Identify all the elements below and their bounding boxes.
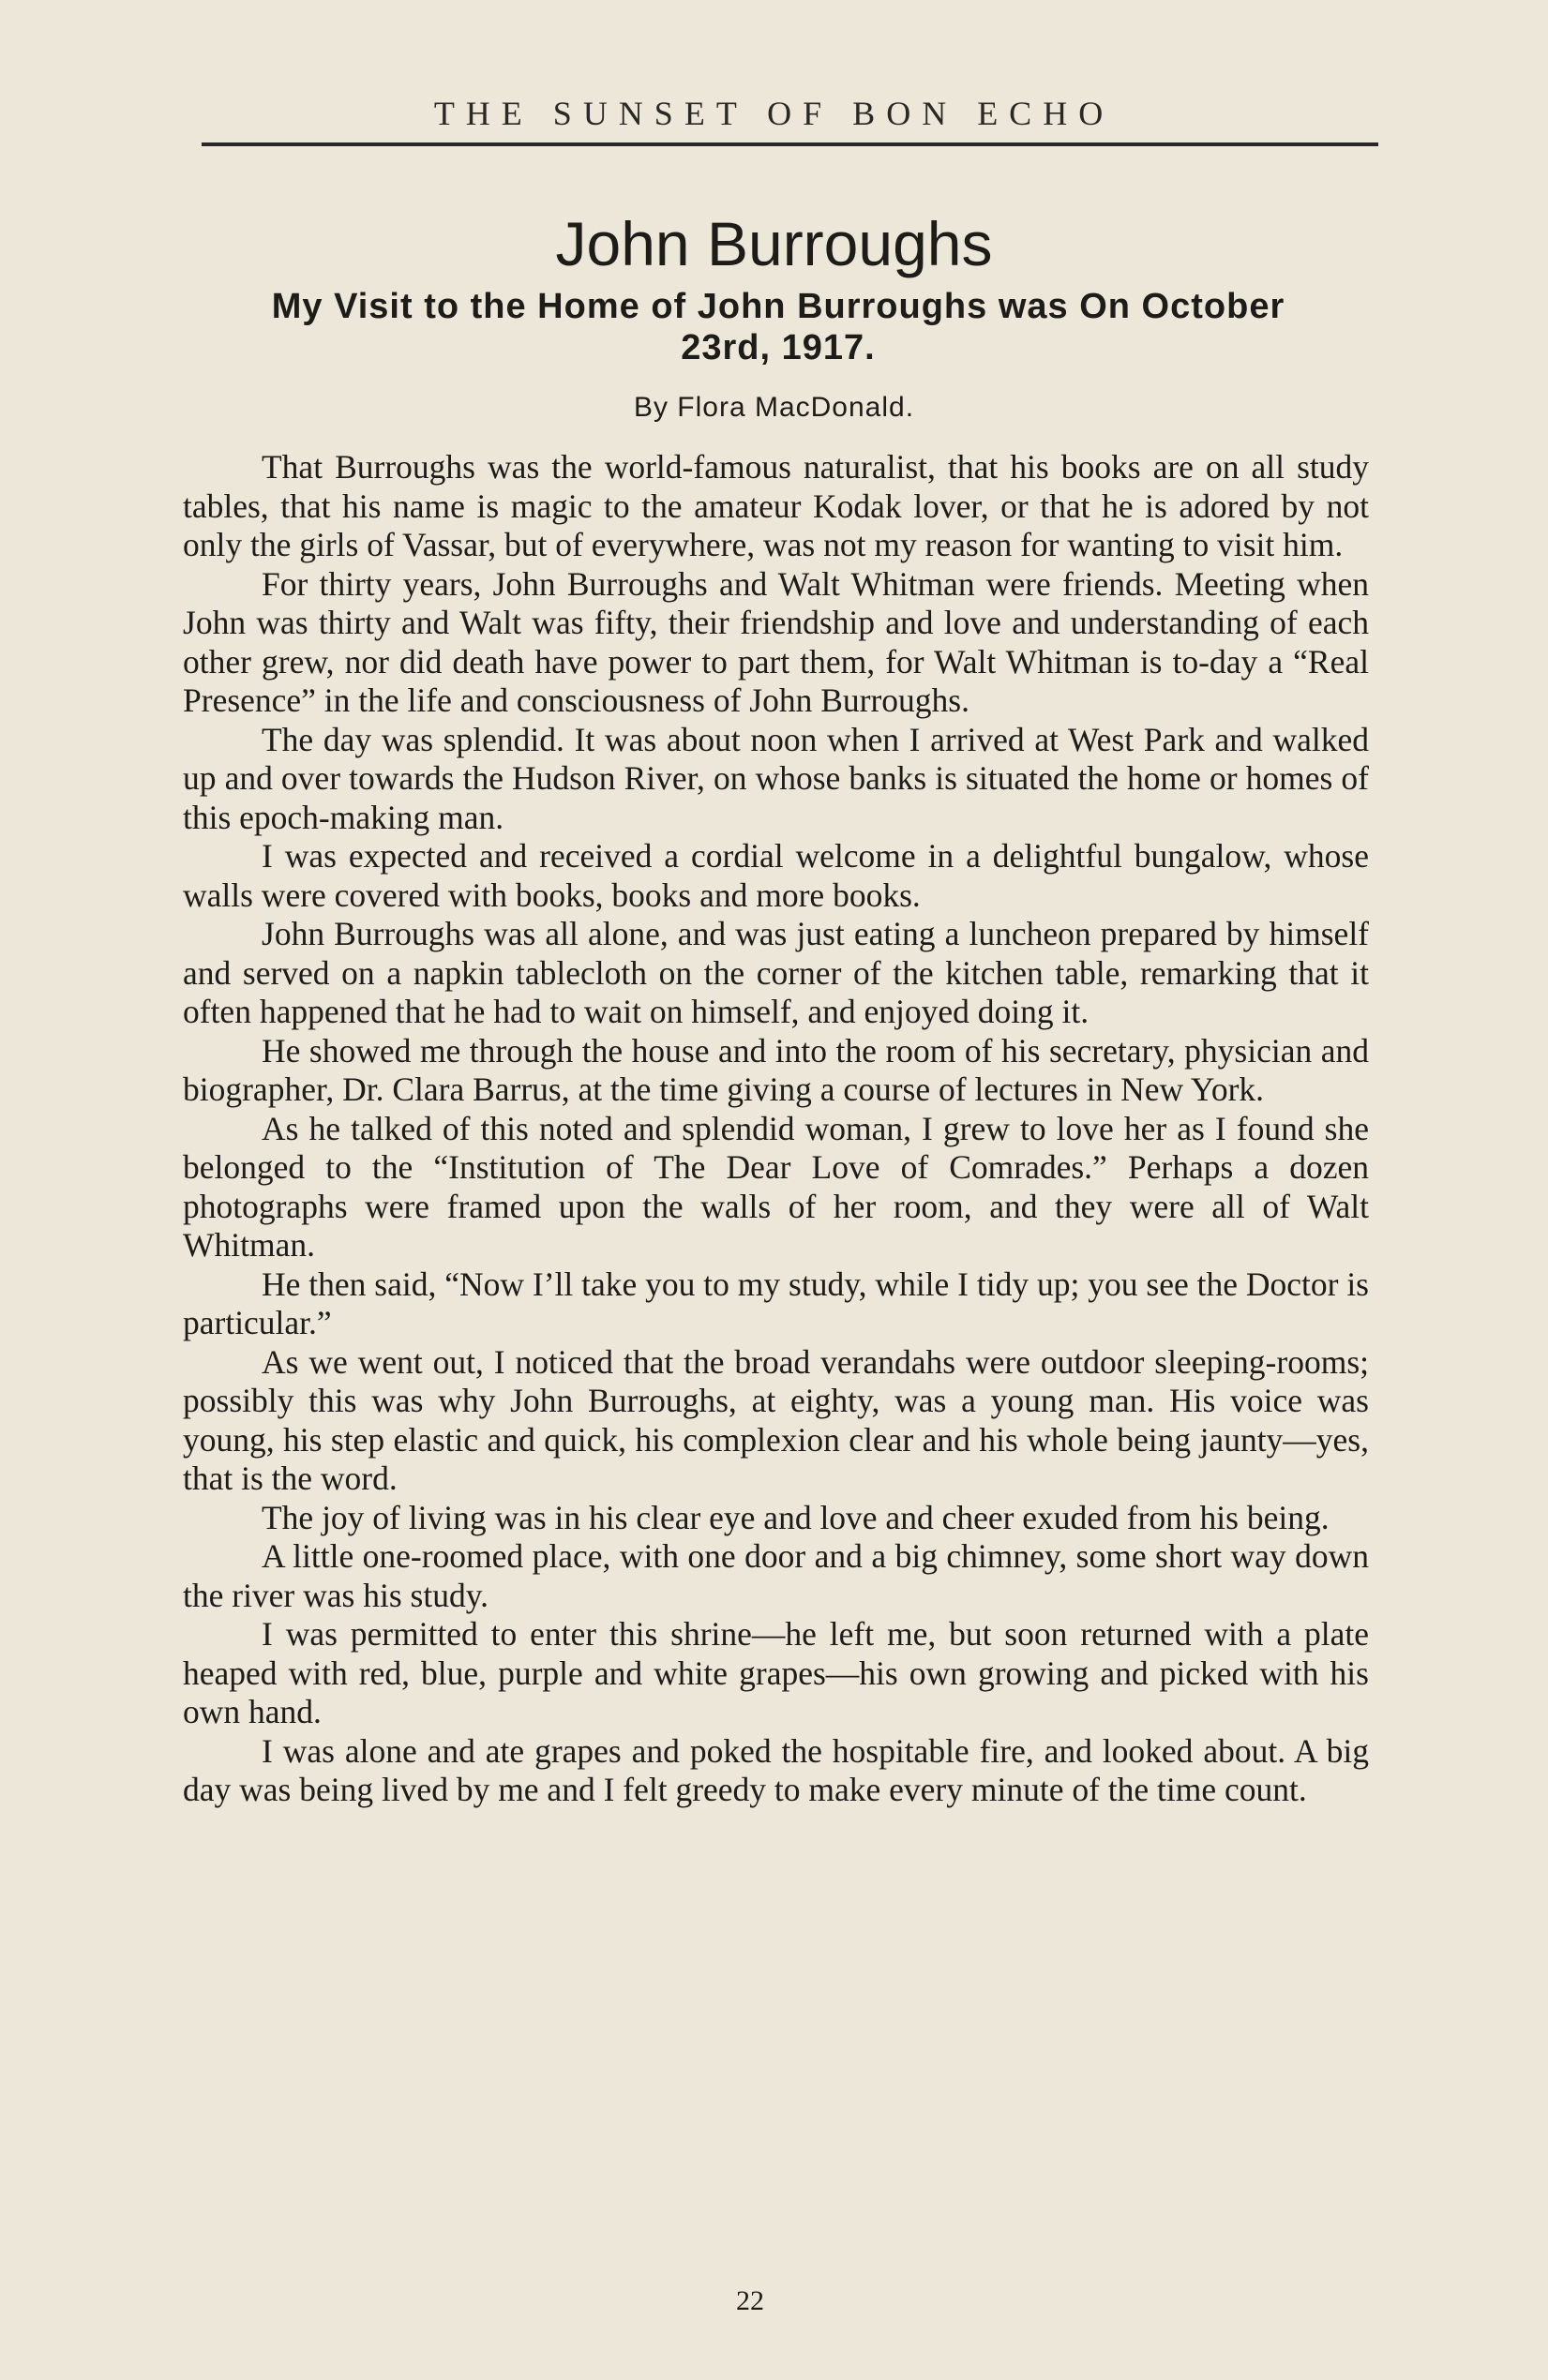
paragraph: He then said, “Now I’ll take you to my study, while I tidy up; you see the Doctor is particular.”: [183, 1265, 1369, 1341]
paragraph: I was expected and received a cordial welcome in a delightful bungalow, whose walls were covered with books, books and more books.: [183, 837, 1369, 914]
article-body: [183, 448, 1369, 1810]
paragraph: The joy of living was in his clear eye and love and cheer exuded from his being.: [262, 1498, 1330, 1536]
article-subtitle: My Visit to the Home of John Burroughs was On October 23rd, 1917.: [271, 287, 1285, 367]
paragraph: That Burroughs was the world-famous naturalist, that his books are on all study tables, that his name is magic to the amateur Kodak lover, or that he is adored by not only the girls of Vassar, but of everywhere, was not my reason for wanting to visit him.: [183, 448, 1369, 563]
running-head: THE SUNSET OF BON ECHO: [433, 95, 1115, 132]
paragraph: He showed me through the house and into the room of his secretary, physician and biographer, Dr. Clara Barrus, at the time giving a course of lectures in New York.: [183, 1031, 1369, 1108]
header-rule: [202, 142, 1378, 146]
paragraph: As we went out, I noticed that the broad verandahs were outdoor sleeping-rooms; possibly this was why John Burroughs, at eighty, was a young man. His voice was young, his step elastic and quick, his complexion clear and his whole being jaunty—yes, that is the word.: [183, 1342, 1369, 1497]
paragraph: For thirty years, John Burroughs and Walt Whitman were friends. Meeting when John was thirty and Walt was fifty, their friendship and love and understanding of each other grew, nor did death have power to part them, for Walt Whitman is to-day a “Real Presence” in the life and consciousness of John Burroughs.: [183, 564, 1369, 719]
paragraph: The day was splendid. It was about noon when I arrived at West Park and walked up and over towards the Hudson River, on whose banks is situated the home or homes of this epoch-making man.: [183, 720, 1369, 836]
byline: By Flora MacDonald.: [633, 392, 915, 423]
paragraph: I was alone and ate grapes and poked the hospitable fire, and looked about. A big day was being lived by me and I felt greedy to make every minute of the time count.: [183, 1731, 1369, 1808]
paragraph: As he talked of this noted and splendid woman, I grew to love her as I found she belonged to the “Institution of The Dear Love of Comrades.” Perhaps a dozen photographs were framed upon the walls of her room, and they were all of Walt Whitman.: [183, 1109, 1369, 1264]
paragraph: I was permitted to enter this shrine—he left me, but soon returned with a plate heaped with red, blue, purple and white grapes—his own growing and picked with his own hand.: [183, 1615, 1369, 1730]
page-number: 22: [736, 2285, 764, 2316]
article-title: John Burroughs: [555, 209, 993, 278]
paragraph: John Burroughs was all alone, and was just eating a luncheon prepared by himself and served on a napkin tablecloth on the corner of the kitchen table, remarking that it often happened that he had to wait on himself, and enjoyed doing it.: [183, 915, 1369, 1030]
paragraph: A little one-roomed place, with one door and a big chimney, some short way down the river was his study.: [183, 1537, 1369, 1614]
